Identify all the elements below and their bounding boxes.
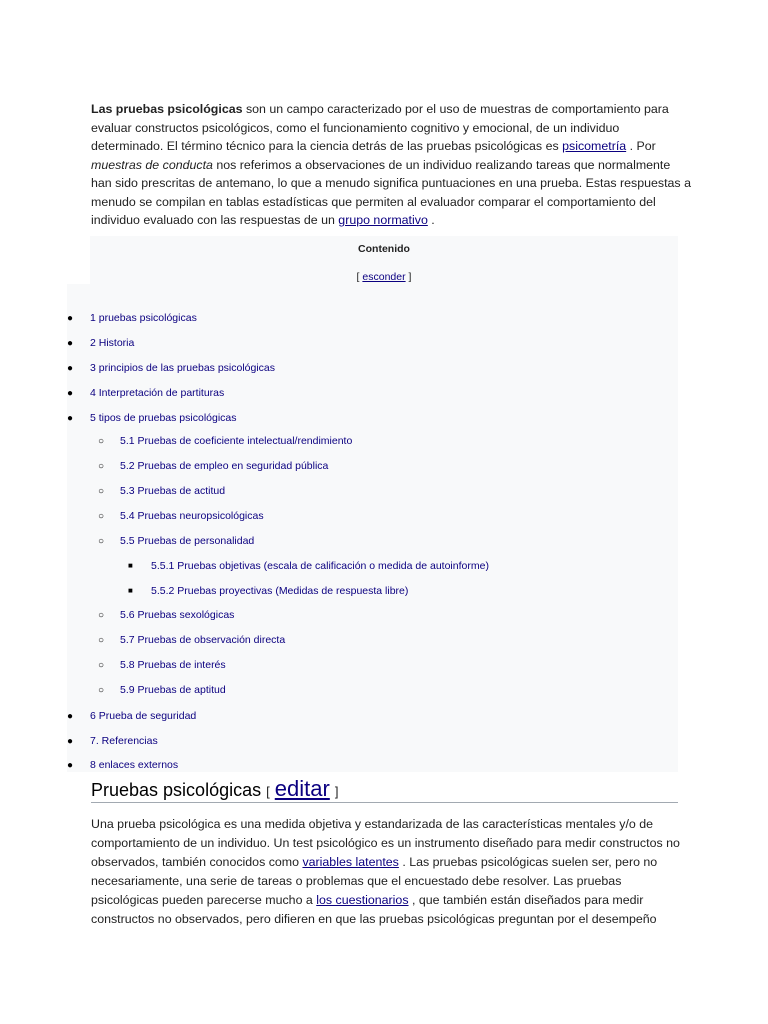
- variables-latentes-link[interactable]: variables latentes: [302, 855, 399, 869]
- toc-item-5-5-2[interactable]: 5.5.2 Pruebas proyectivas (Medidas de respuesta libre): [151, 585, 409, 597]
- toc-bullet-circle-icon: ○: [98, 486, 105, 497]
- toc-list: [67, 284, 678, 772]
- toc-item-3[interactable]: 3 principios de las pruebas psicológicas: [90, 362, 276, 374]
- section-title: Pruebas psicológicas: [91, 780, 262, 800]
- intro-bold-term: Las pruebas psicológicas: [91, 102, 243, 116]
- toc-bullet-disc-icon: ●: [67, 711, 74, 722]
- toc-bullet-square-icon: ■: [128, 586, 133, 595]
- toc-item-5-1[interactable]: 5.1 Pruebas de coeficiente intelectual/rendimiento: [120, 435, 353, 447]
- toc-bullet-disc-icon: ●: [67, 736, 74, 747]
- section-heading: [91, 776, 678, 803]
- toc-bullet-disc-icon: ●: [67, 338, 74, 349]
- edit-bracket-open: [: [266, 784, 270, 799]
- toc-bullet-square-icon: ■: [128, 561, 133, 570]
- intro-text-3: nos referimos a observaciones de un individuo realizando tareas que normalmente han sido prescritas de antemano, lo que a menudo significa puntuaciones en una prueba. Estas respuestas a menudo se compilan en tablas estadísticas que permiten al evaluador comparar el comportamiento del individuo evaluado con las respuestas de un: [91, 157, 691, 227]
- toc-item-5-5[interactable]: 5.5 Pruebas de personalidad: [120, 535, 255, 547]
- toc-item-5-7[interactable]: 5.7 Pruebas de observación directa: [120, 634, 286, 646]
- toc-hide-link[interactable]: esconder: [362, 271, 406, 283]
- toc-item-5-6[interactable]: 5.6 Pruebas sexológicas: [120, 609, 235, 621]
- toc-bullet-circle-icon: ○: [98, 685, 105, 696]
- toc-item-4[interactable]: 4 Interpretación de partituras: [90, 387, 225, 399]
- toc-bracket-close: ]: [405, 271, 412, 283]
- edit-link[interactable]: editar: [274, 776, 330, 801]
- intro-text-4: .: [427, 213, 435, 227]
- intro-text-1: son un campo caracterizado por el uso de muestras de comportamiento para evaluar constructos psicológicos, como el funcionamiento cognitivo y emocional, de un individuo determinado. El término técnico para la ciencia detrás de las pruebas psicológicas es: [91, 102, 669, 153]
- toc-bullet-circle-icon: ○: [98, 511, 105, 522]
- toc-bullet-disc-icon: ●: [67, 388, 74, 399]
- toc-title: Contenido: [358, 243, 410, 255]
- body-text-2: . Las pruebas psicológicas suelen ser, pero no necesariamente, una serie de tareas o problemas que el encuestado debe resolver. Las pruebas psicológicas pueden parecerse mucho a: [91, 855, 658, 907]
- toc-item-5-3[interactable]: 5.3 Pruebas de actitud: [120, 485, 226, 497]
- toc-item-5-8[interactable]: 5.8 Pruebas de interés: [120, 659, 226, 671]
- toc-bracket-open: [: [356, 271, 363, 283]
- toc-item-8[interactable]: 8 enlaces externos: [90, 759, 179, 771]
- body-text-1: Una prueba psicológica es una medida objetiva y estandarizada de las características mentales y/o de comportamiento de un individuo. Un test psicológico es un instrumento diseñado para medir constructos no observados, también conocidos como: [91, 817, 680, 869]
- body-text-3: , que también están diseñados para medir constructos no observados, pero difieren en que las pruebas psicológicas preguntan por el desempeño: [91, 893, 657, 926]
- intro-italic-term: muestras de conducta: [91, 157, 213, 172]
- toc-bullet-circle-icon: ○: [98, 436, 105, 447]
- toc-item-5-5-1[interactable]: 5.5.1 Pruebas objetivas (escala de calificación o medida de autoinforme): [151, 560, 489, 572]
- toc-toggle: [90, 271, 678, 283]
- psicometria-link[interactable]: psicometría: [562, 139, 627, 153]
- toc-item-5-9[interactable]: 5.9 Pruebas de aptitud: [120, 684, 226, 696]
- toc-item-6[interactable]: 6 Prueba de seguridad: [90, 710, 197, 722]
- toc-bullet-disc-icon: ●: [67, 363, 74, 374]
- toc-bullet-disc-icon: ●: [67, 313, 74, 324]
- toc-item-5[interactable]: 5 tipos de pruebas psicológicas: [90, 412, 237, 424]
- toc-item-5-4[interactable]: 5.4 Pruebas neuropsicológicas: [120, 510, 264, 522]
- toc-bullet-disc-icon: ●: [67, 413, 74, 424]
- toc-item-5-2[interactable]: 5.2 Pruebas de empleo en seguridad pública: [120, 460, 329, 472]
- toc-item-1[interactable]: 1 pruebas psicológicas: [90, 312, 197, 324]
- toc-bullet-disc-icon: ●: [67, 760, 74, 771]
- intro-paragraph: [91, 100, 691, 230]
- section-paragraph: [91, 815, 691, 929]
- toc-bullet-circle-icon: ○: [98, 461, 105, 472]
- toc-item-7[interactable]: 7. Referencias: [90, 735, 158, 747]
- toc-bullet-circle-icon: ○: [98, 660, 105, 671]
- grupo-normativo-link[interactable]: grupo normativo: [338, 213, 428, 227]
- toc-bullet-circle-icon: ○: [98, 610, 105, 621]
- toc-bullet-circle-icon: ○: [98, 635, 105, 646]
- toc-item-2[interactable]: 2 Historia: [90, 337, 135, 349]
- intro-text-2: . Por: [626, 139, 656, 153]
- toc-bullet-circle-icon: ○: [98, 536, 105, 547]
- cuestionarios-link[interactable]: los cuestionarios: [316, 893, 409, 907]
- edit-bracket-close: ]: [334, 784, 339, 799]
